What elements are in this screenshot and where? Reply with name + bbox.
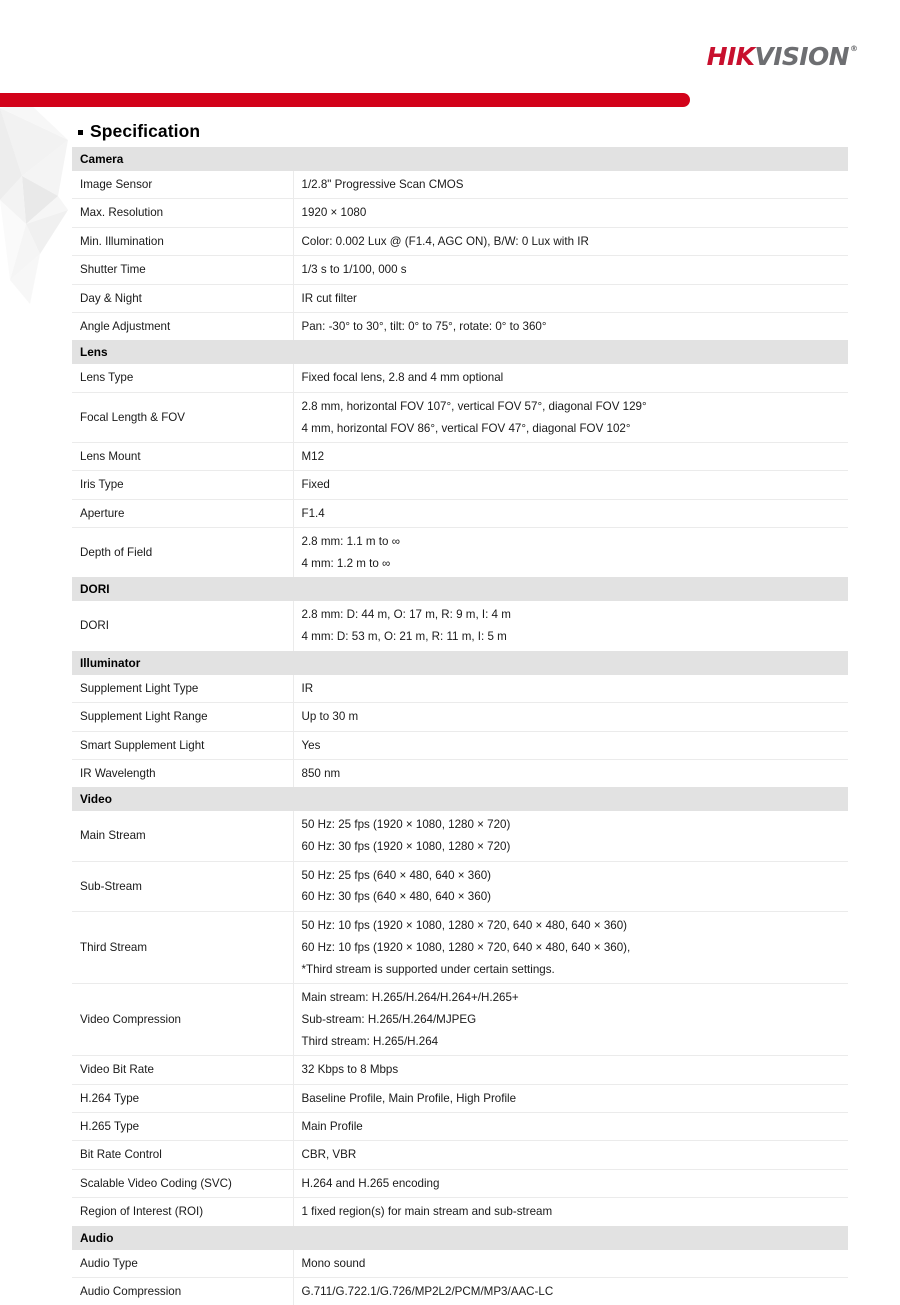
square-bullet-icon [78,130,83,135]
spec-label-cell: Shutter Time [72,256,293,284]
table-row [72,284,848,312]
spec-value-line: 2.8 mm: D: 44 m, O: 17 m, R: 9 m, I: 4 m [301,608,511,622]
spec-label-cell: Aperture [72,499,293,527]
spec-value-cell [293,284,848,312]
spec-value-cell [293,1056,848,1084]
section-header-row [72,147,848,171]
spec-value-line: Third stream: H.265/H.264 [301,1034,439,1048]
spec-label-cell: Smart Supplement Light [72,731,293,759]
table-row [72,499,848,527]
table-row [72,256,848,284]
spec-value-line: 60 Hz: 10 fps (1920 × 1080, 1280 × 720, 640 × 480, 640 × 360), [301,940,631,954]
spec-value-line: Fixed focal lens, 2.8 and 4 mm optional [301,371,504,385]
spec-value-line: CBR, VBR [301,1148,357,1162]
spec-value-line: Up to 30 m [301,710,359,724]
table-row [72,1169,848,1197]
spec-label-cell: Main Stream [72,811,293,861]
spec-value-cell [293,443,848,471]
spec-value-line: 1920 × 1080 [301,206,367,220]
page-title [78,121,200,142]
section-header-row [72,577,848,601]
spec-value-line: 50 Hz: 25 fps (1920 × 1080, 1280 × 720) [301,818,511,832]
spec-value-line: IR [301,681,314,695]
spec-value-cell [293,811,848,861]
table-row [72,1141,848,1169]
spec-label-cell: Sub-Stream [72,861,293,911]
spec-label-cell: Image Sensor [72,171,293,199]
spec-value-cell [293,392,848,442]
section-header-label: Lens [72,340,848,364]
table-row [72,811,848,861]
table-row [72,1056,848,1084]
spec-value-line: 50 Hz: 10 fps (1920 × 1080, 1280 × 720, 640 × 480, 640 × 360) [301,918,628,932]
spec-value-line: 1/3 s to 1/100, 000 s [301,263,407,277]
spec-value-line: Main stream: H.265/H.264/H.264+/H.265+ [301,991,519,1005]
spec-label-cell: Day & Night [72,284,293,312]
table-row [72,1084,848,1112]
spec-value-cell [293,601,848,650]
spec-value-cell [293,911,848,983]
spec-value-cell [293,1277,848,1305]
spec-value-cell [293,731,848,759]
spec-label-cell: Iris Type [72,471,293,499]
spec-value-cell [293,1141,848,1169]
spec-value-cell [293,1113,848,1141]
table-row [72,984,848,1056]
spec-label-cell: Third Stream [72,911,293,983]
red-accent-bar [0,93,690,107]
spec-value-cell [293,759,848,787]
spec-value-line: 1 fixed region(s) for main stream and sub-stream [301,1205,553,1219]
logo-text-hik: HIK [706,42,755,71]
spec-value-line: H.264 and H.265 encoding [301,1176,440,1190]
spec-value-line: 4 mm, horizontal FOV 86°, vertical FOV 47°, diagonal FOV 102° [301,421,631,435]
table-row [72,1250,848,1278]
page-title-label: Specification [90,121,201,141]
table-row [72,759,848,787]
table-row [72,1113,848,1141]
spec-value-cell [293,312,848,340]
spec-value-cell [293,227,848,255]
spec-value-line: 60 Hz: 30 fps (1920 × 1080, 1280 × 720) [301,840,511,854]
logo-text-vision: VISION [754,42,849,71]
spec-label-cell: Audio Compression [72,1277,293,1305]
spec-value-cell [293,171,848,199]
spec-value-cell [293,256,848,284]
table-row [72,471,848,499]
spec-value-line: *Third stream is supported under certain settings. [301,962,555,976]
spec-label-cell: Supplement Light Range [72,703,293,731]
spec-value-line: 850 nm [301,766,341,780]
spec-value-cell [293,1198,848,1226]
spec-value-line: 32 Kbps to 8 Mbps [301,1063,399,1077]
spec-value-line: Pan: -30° to 30°, tilt: 0° to 75°, rotate: 0° to 360° [301,319,547,333]
spec-label-cell: Region of Interest (ROI) [72,1198,293,1226]
spec-value-cell [293,861,848,911]
spec-value-cell [293,499,848,527]
table-row [72,861,848,911]
spec-label-cell: DORI [72,601,293,650]
table-row [72,443,848,471]
spec-label-cell: Max. Resolution [72,199,293,227]
table-row [72,528,848,578]
section-header-label: DORI [72,577,848,601]
table-row [72,675,848,703]
section-header-row [72,651,848,675]
spec-value-line: Mono sound [301,1256,366,1270]
spec-value-cell [293,675,848,703]
spec-label-cell: Scalable Video Coding (SVC) [72,1169,293,1197]
spec-value-cell [293,703,848,731]
spec-label-cell: IR Wavelength [72,759,293,787]
spec-value-line: G.711/G.722.1/G.726/MP2L2/PCM/MP3/AAC-LC [301,1284,554,1298]
spec-label-cell: Focal Length & FOV [72,392,293,442]
spec-value-line: Yes [301,738,321,752]
spec-value-cell [293,1250,848,1278]
section-header-label: Illuminator [72,651,848,675]
spec-value-line: F1.4 [301,506,325,520]
spec-value-line: Fixed [301,478,330,492]
table-row [72,392,848,442]
spec-value-cell [293,1169,848,1197]
table-row [72,199,848,227]
table-row [72,171,848,199]
spec-value-line: 1/2.8" Progressive Scan CMOS [301,178,464,191]
hikvision-logo [707,44,858,69]
spec-value-cell [293,984,848,1056]
specification-table [72,147,848,1305]
table-row [72,312,848,340]
spec-value-line: Sub-stream: H.265/H.264/MJPEG [301,1012,477,1026]
section-header-label: Audio [72,1226,848,1250]
spec-label-cell: Audio Type [72,1250,293,1278]
table-row [72,601,848,650]
registered-mark-icon: ® [850,44,858,53]
spec-label-cell: H.265 Type [72,1113,293,1141]
spec-value-line: 4 mm: 1.2 m to ∞ [301,557,391,571]
spec-value-line: 2.8 mm: 1.1 m to ∞ [301,535,400,549]
table-row [72,227,848,255]
spec-value-line: Baseline Profile, Main Profile, High Profile [301,1091,517,1105]
spec-value-line: 60 Hz: 30 fps (640 × 480, 640 × 360) [301,890,491,904]
spec-value-cell [293,471,848,499]
spec-value-line: Color: 0.002 Lux @ (F1.4, AGC ON), B/W: 0 Lux with IR [301,234,589,248]
table-row [72,364,848,392]
spec-label-cell: Min. Illumination [72,227,293,255]
section-header-row [72,1226,848,1250]
spec-label-cell: Lens Type [72,364,293,392]
spec-value-cell [293,199,848,227]
spec-value-cell [293,364,848,392]
section-header-label: Video [72,787,848,811]
spec-value-line: 50 Hz: 25 fps (640 × 480, 640 × 360) [301,868,491,882]
spec-label-cell: Bit Rate Control [72,1141,293,1169]
spec-label-cell: Angle Adjustment [72,312,293,340]
spec-value-line: 2.8 mm, horizontal FOV 107°, vertical FOV 57°, diagonal FOV 129° [301,399,647,413]
spec-label-cell: Depth of Field [72,528,293,578]
table-row [72,911,848,983]
table-row [72,1198,848,1226]
spec-label-cell: Lens Mount [72,443,293,471]
table-row [72,703,848,731]
section-header-label: Camera [72,147,848,171]
spec-value-cell [293,528,848,578]
spec-label-cell: Video Compression [72,984,293,1056]
section-header-row [72,787,848,811]
spec-value-cell [293,1084,848,1112]
spec-value-line: M12 [301,450,325,464]
spec-value-line: Main Profile [301,1120,363,1133]
spec-label-cell: Supplement Light Type [72,675,293,703]
spec-label-cell: Video Bit Rate [72,1056,293,1084]
spec-value-line: 4 mm: D: 53 m, O: 21 m, R: 11 m, I: 5 m [301,630,507,644]
section-header-row [72,340,848,364]
table-row [72,731,848,759]
spec-value-line: IR cut filter [301,291,357,305]
table-row [72,1277,848,1305]
spec-label-cell: H.264 Type [72,1084,293,1112]
